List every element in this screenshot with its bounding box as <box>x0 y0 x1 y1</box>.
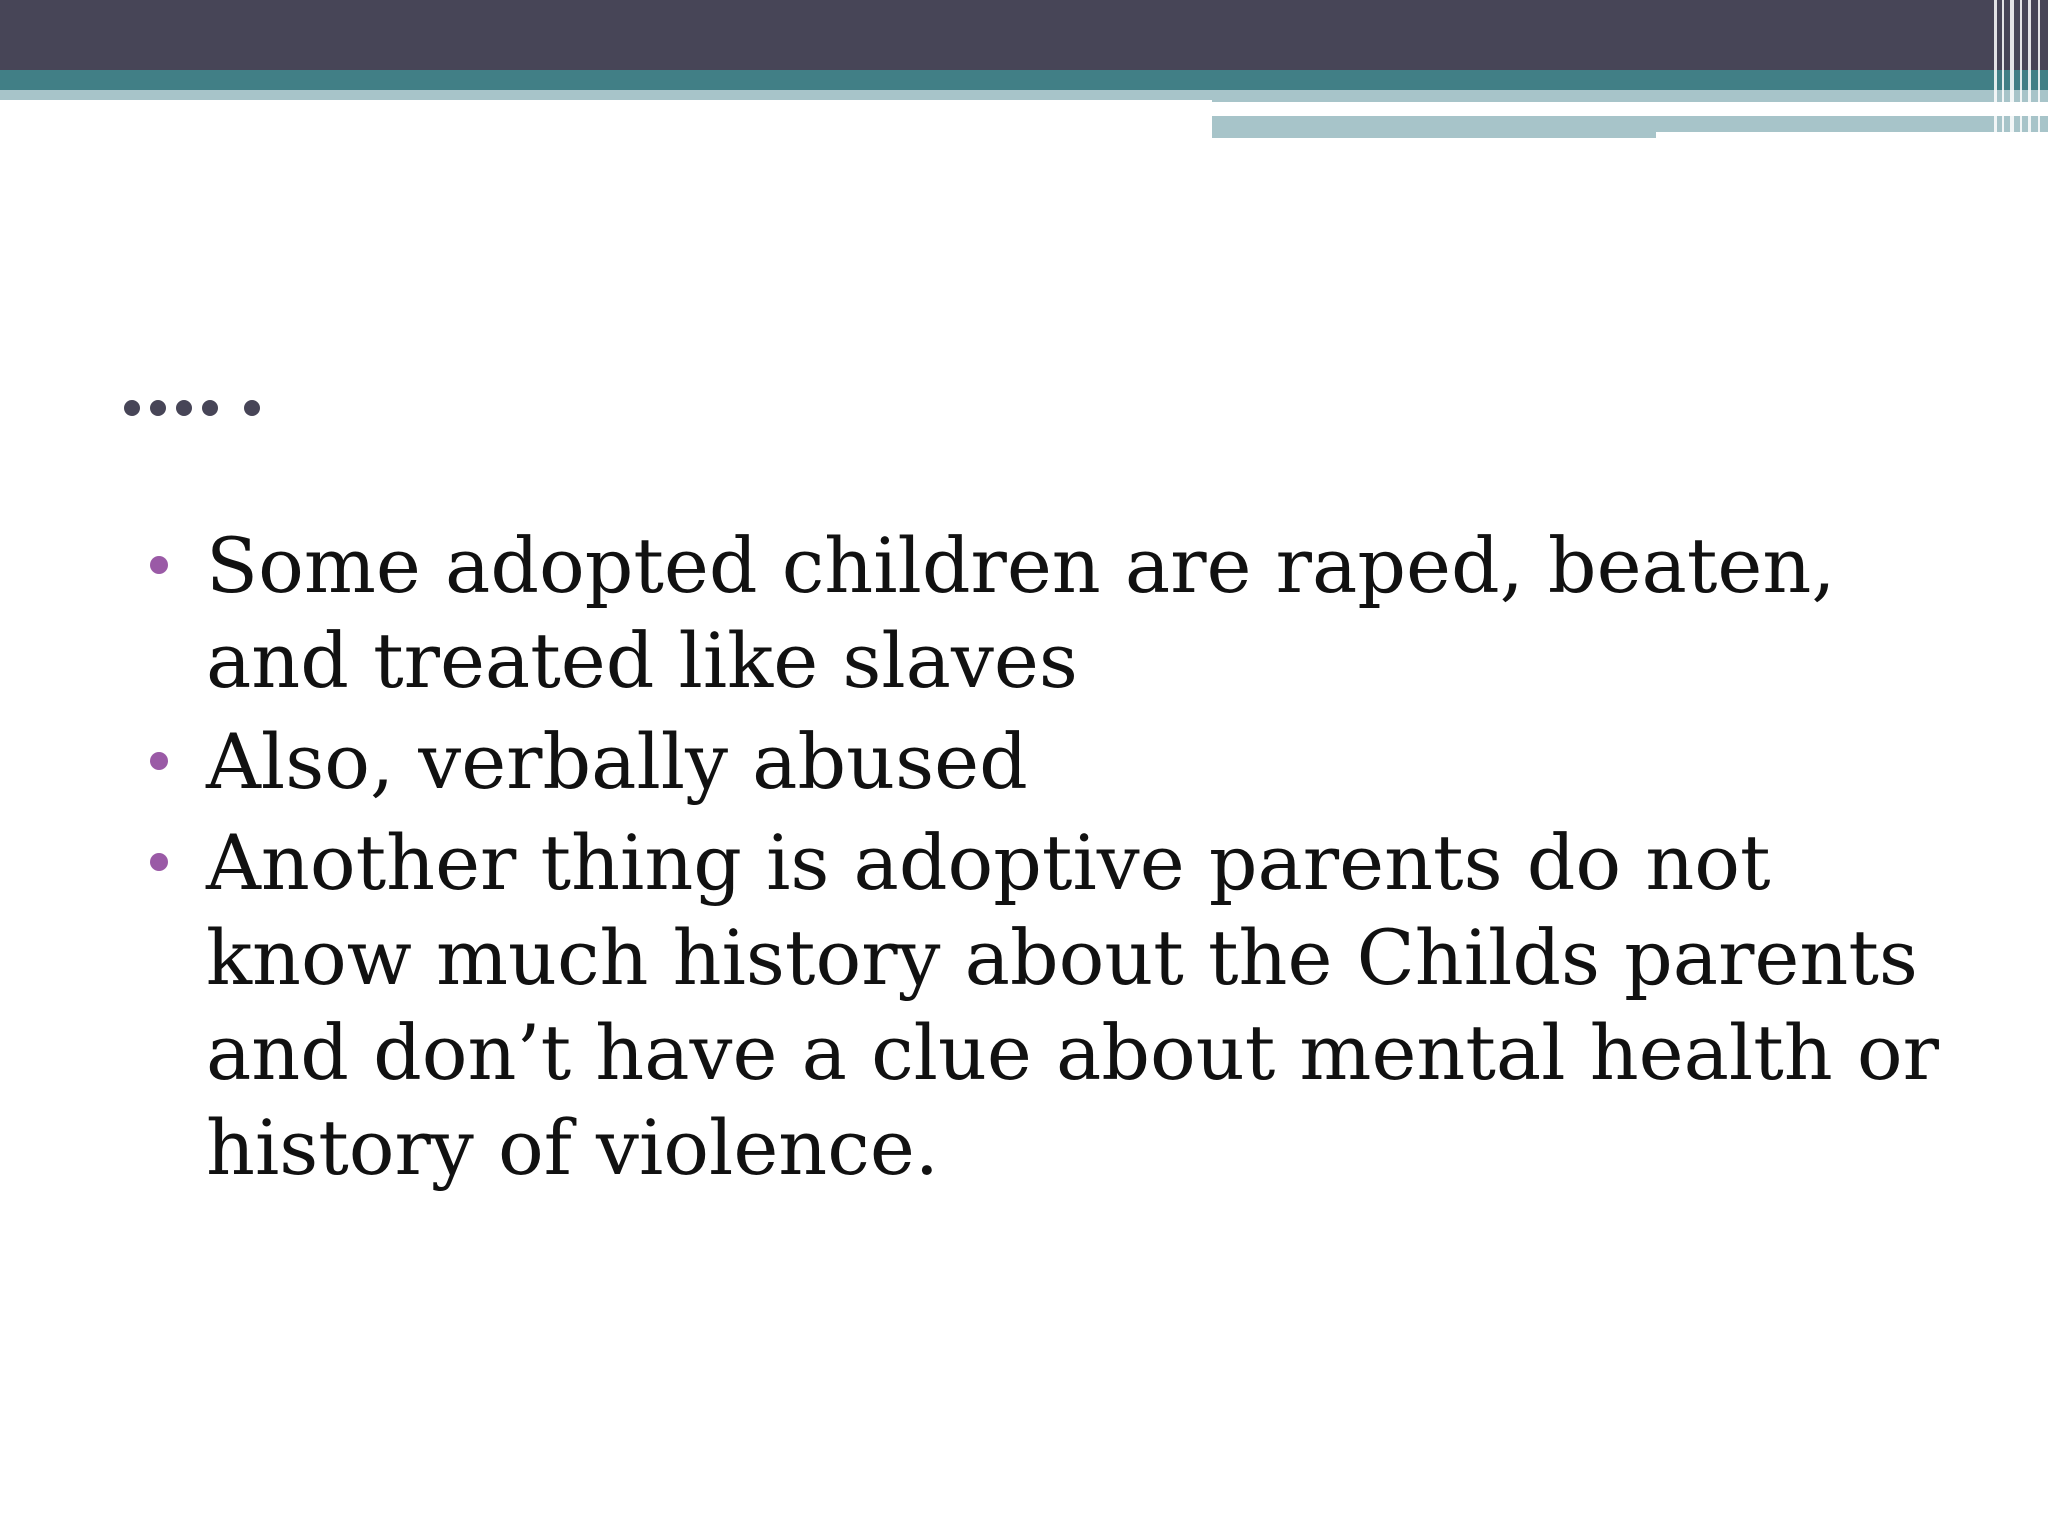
bullet-text: Also, verbally abused <box>206 717 1028 806</box>
title-dot <box>124 400 140 416</box>
list-item <box>148 518 1968 708</box>
header-bar <box>0 0 2048 70</box>
header-lower-band <box>1212 116 1656 138</box>
bullet-text: Another thing is adoptive parents do not know much history about the Childs parents and don’t have a clue about mental health or history of violence. <box>206 818 1939 1192</box>
bullet-icon <box>150 853 168 871</box>
header-light-band-left <box>0 90 1212 100</box>
title-dot <box>244 400 260 416</box>
bullet-icon <box>150 752 168 770</box>
header-accent-band <box>0 70 2048 90</box>
title-dot <box>176 400 192 416</box>
bullet-text: Some adopted children are raped, beaten, and treated like slaves <box>206 521 1836 705</box>
header-stripes <box>1988 0 2048 138</box>
title-dot <box>202 400 218 416</box>
bullet-list <box>148 518 1968 1201</box>
bullet-icon <box>150 556 168 574</box>
list-item <box>148 714 1968 809</box>
header-light-band-right <box>1212 90 2048 102</box>
title-dot <box>150 400 166 416</box>
slide-title <box>124 388 260 428</box>
list-item <box>148 815 1968 1195</box>
